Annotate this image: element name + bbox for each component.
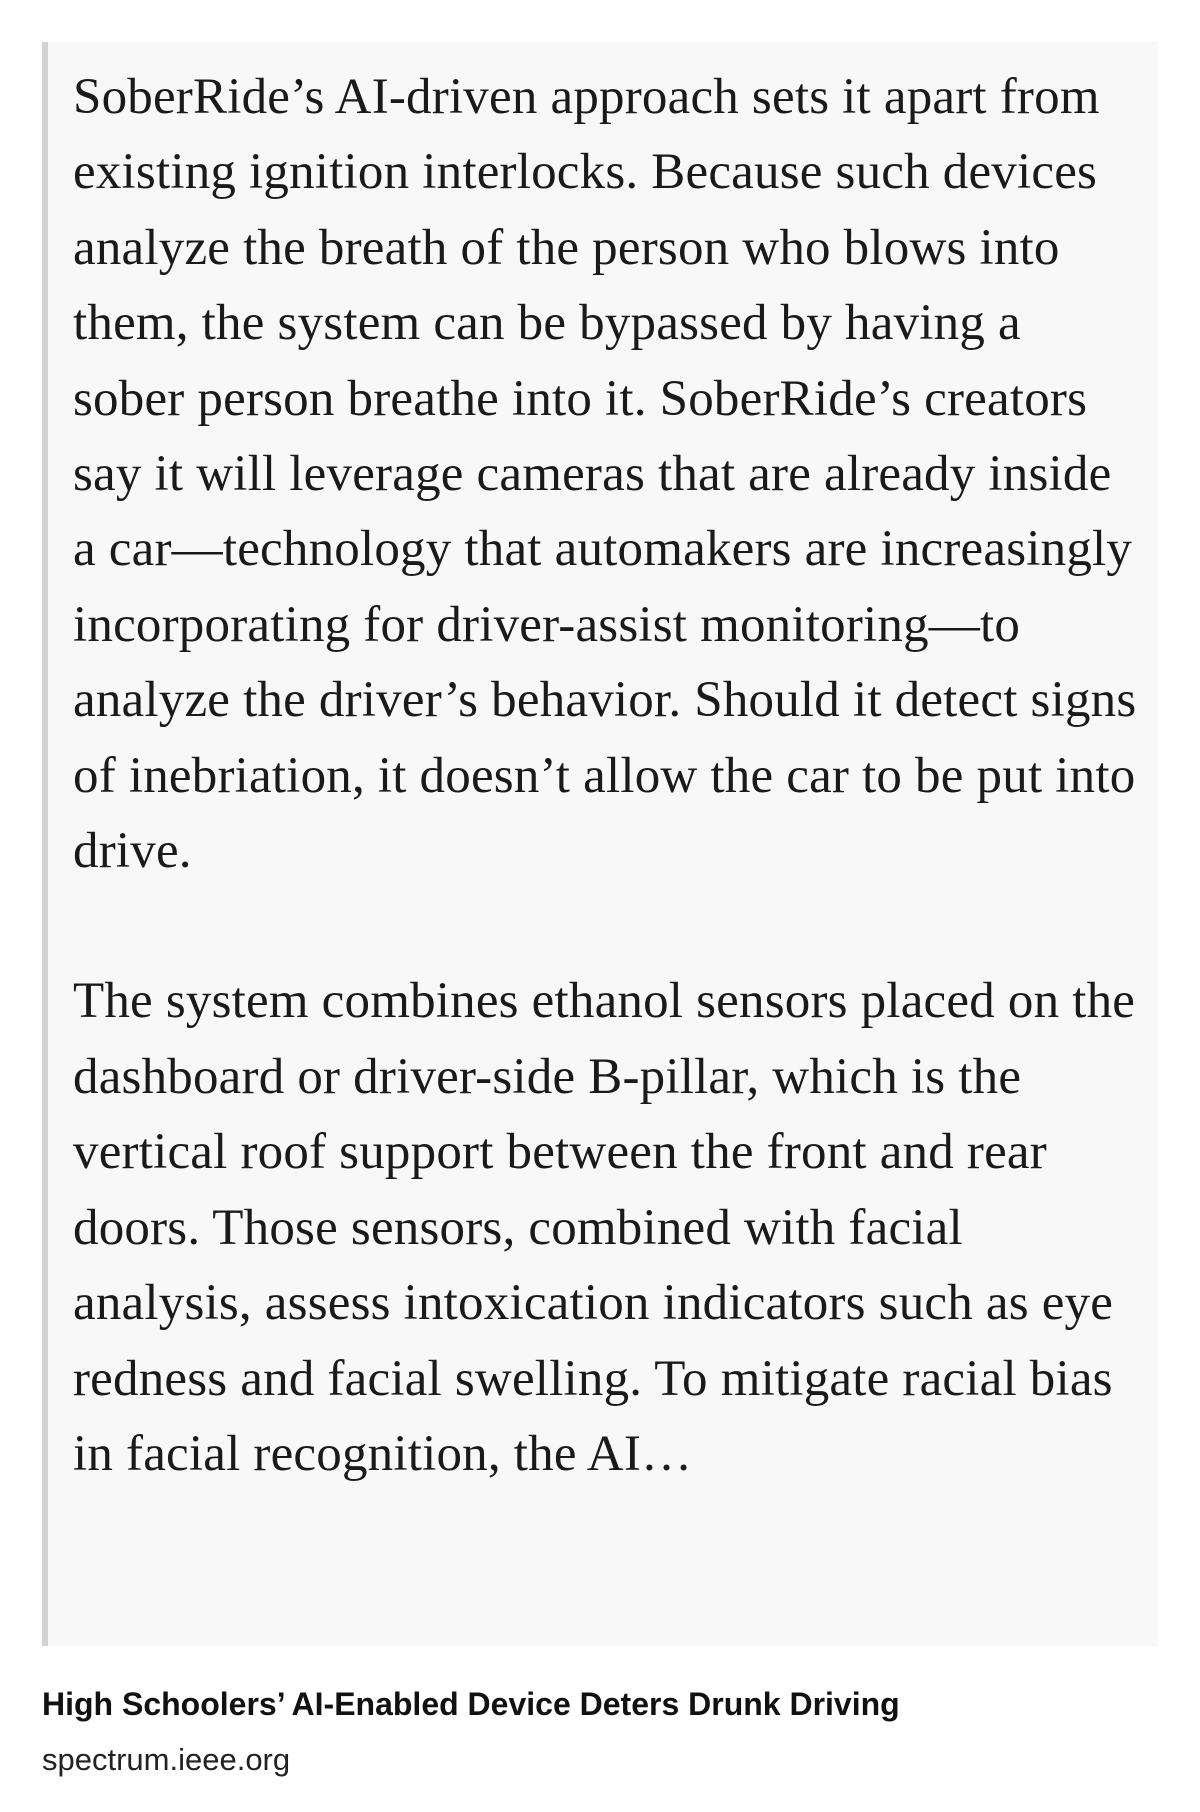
link-title[interactable]: High Schoolers’ AI-Enabled Device Deters Drunk Driving [42,1686,900,1722]
quote-paragraph-1: SoberRide’s AI-driven approach sets it apart from existing ignition interlocks. Because such devices analyze the breath of the person who blows into them, the system can be bypassed by having a sober person breathe into it. SoberRide’s creators say it will leverage cameras that are already inside a car—technology that automakers are increasingly incorporating for driver-assist monitoring—to analyze the driver’s behavior. Should it detect signs of inebriation, it doesn’t allow the car to be put into drive. [73,69,1137,880]
quote-paragraph-2: The system combines ethanol sensors placed on the dashboard or driver-side B-pillar, which is the vertical roof support between the front and rear doors. Those sensors, combined with facial analysis, assess intoxication indicators such as eye redness and facial swelling. To mitigate racial bias in facial recognition, the AI… [73,973,1136,1482]
link-domain[interactable]: spectrum.ieee.org [42,1742,291,1777]
quote-block [42,42,1158,1646]
